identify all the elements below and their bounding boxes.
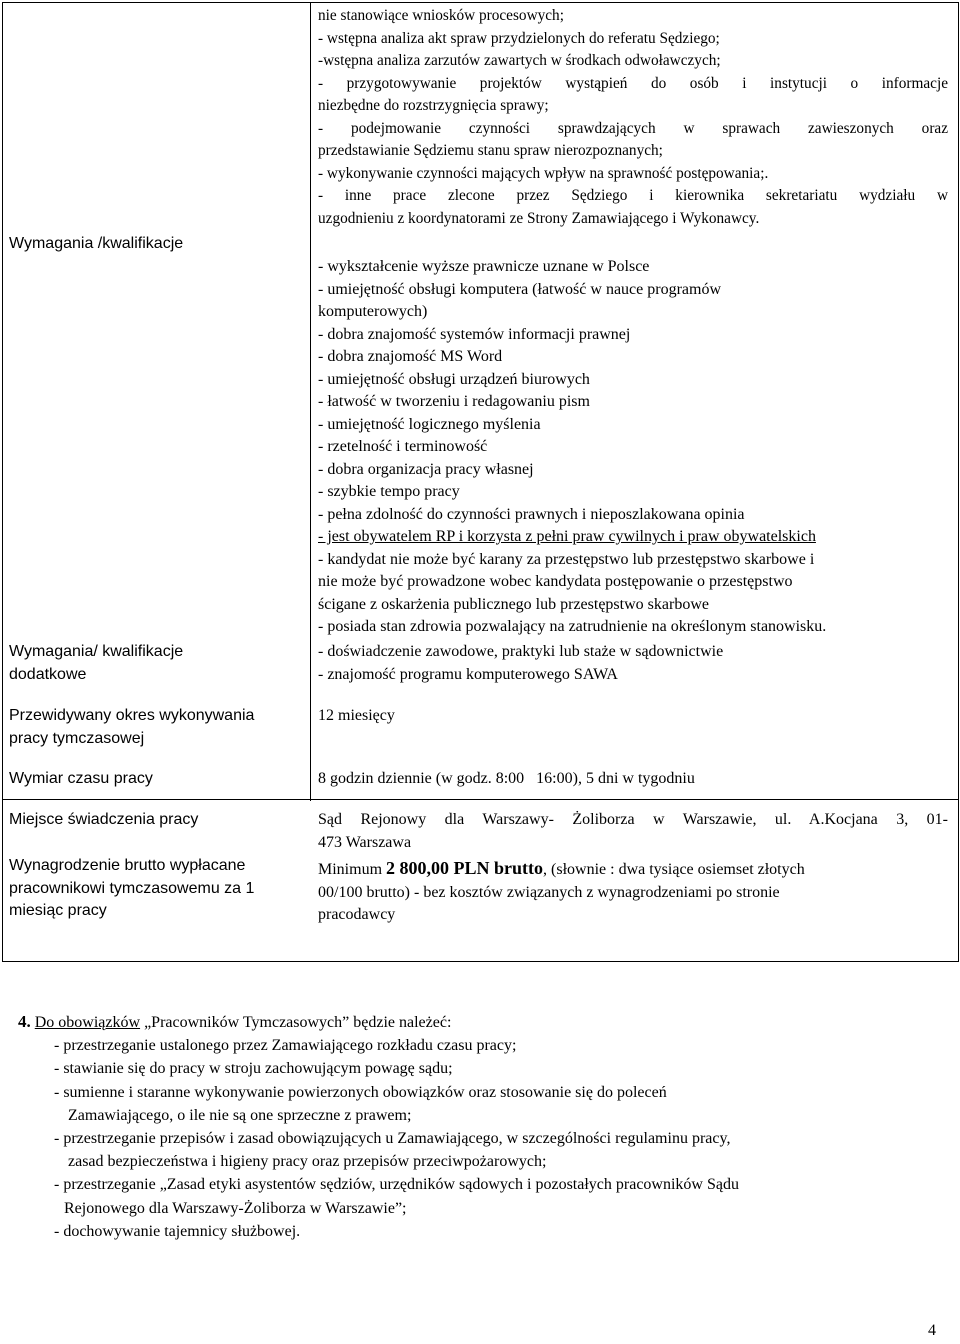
requirement-item: nie może być prowadzone wobec kandydata postępowanie o przestępstwo bbox=[318, 573, 793, 590]
place-value: Sąd Rejonowy dla Warszawy- Żoliborza w Warszawie, ul. A.Kocjana 3, 01- 473 Warszawa bbox=[318, 811, 948, 851]
section-number: 4. bbox=[18, 1012, 31, 1031]
salary-amount: 2 800,00 PLN brutto bbox=[386, 858, 544, 878]
requirement-item: komputerowych) bbox=[318, 303, 428, 320]
duty-line: -wstępna analiza zarzutów zawartych w środkach odwoławczych; bbox=[318, 52, 721, 69]
obligation-item: - przestrzeganie przepisów i zasad obowiązujących u Zamawiającego, w szczególności regulaminu pracy, bbox=[54, 1130, 731, 1148]
section-4 bbox=[18, 1010, 938, 1243]
requirement-item: - umiejętność obsługi komputera (łatwość w nauce programów bbox=[318, 280, 721, 298]
requirement-item: - rzetelność i terminowość bbox=[318, 438, 488, 455]
requirements-label: Wymagania /kwalifikacje bbox=[9, 235, 184, 252]
additional-requirements-list bbox=[318, 641, 948, 686]
requirement-item: - jest obywatelem RP i korzysta z pełni praw cywilnych i praw obywatelskich bbox=[318, 528, 816, 545]
obligation-item: - stawianie się do pracy w stroju zachowującym powagę sądu; bbox=[54, 1060, 453, 1078]
hours-value: 8 godzin dziennie (w godz. 8:00 16:00), 5 dni w tygodniu bbox=[318, 770, 695, 787]
duty-line: - inne prace zlecone przez Sędziego i kierownika sekretariatu wydziału w bbox=[318, 187, 948, 204]
duty-line: niezbędne do rozstrzygnięcia sprawy; bbox=[318, 97, 549, 114]
duty-line: uzgodnieniu z koordynatorami ze Strony Zamawiającego i Wykonawcy. bbox=[318, 209, 760, 227]
requirement-item: - umiejętność obsługi urządzeń biurowych bbox=[318, 370, 590, 388]
duties-continuation bbox=[318, 5, 948, 230]
section-4-heading: 4. Do obowiązków „Pracowników Tymczasowych” będzie należeć: bbox=[18, 1012, 452, 1031]
place-label: Miejsce świadczenia pracy bbox=[9, 811, 199, 828]
requirement-item: - posiada stan zdrowia pozwalający na zatrudnienie na określonym stanowisku. bbox=[318, 618, 827, 635]
requirement-item: - dobra znajomość MS Word bbox=[318, 348, 503, 365]
period-label: Przewidywany okres wykonywania pracy tymczasowej bbox=[9, 707, 255, 747]
additional-requirements-label: Wymagania/ kwalifikacje dodatkowe bbox=[9, 643, 184, 683]
column-divider bbox=[310, 3, 311, 801]
page-number: 4 bbox=[928, 1322, 936, 1339]
duty-line: - podejmowanie czynności sprawdzających w sprawach zawieszonych oraz bbox=[318, 119, 948, 137]
requirement-item: - dobra organizacja pracy własnej bbox=[318, 460, 534, 478]
obligation-continuation: Rejonowego dla Warszawy-Żoliborza w Warszawie”; bbox=[64, 1199, 407, 1217]
requirements-list bbox=[318, 256, 948, 639]
requirement-item: - kandydat nie może być karany za przestępstwo lub przestępstwo skarbowe i bbox=[318, 550, 815, 568]
obligation-continuation: Zamawiającego, o ile nie są one sprzeczne z prawem; bbox=[68, 1106, 412, 1124]
requirement-item: - umiejętność logicznego myślenia bbox=[318, 415, 541, 433]
duty-line: nie stanowiące wniosków procesowych; bbox=[318, 7, 564, 24]
duty-line: - wykonywanie czynności mających wpływ na sprawność postępowania;. bbox=[318, 164, 769, 182]
requirement-item: - pełna zdolność do czynności prawnych i nieposzlakowana opinia bbox=[318, 505, 745, 523]
period-value: 12 miesięcy bbox=[318, 707, 395, 724]
requirement-item: ścigane z oskarżenia publicznego lub przestępstwo skarbowe bbox=[318, 595, 709, 613]
requirement-item: - wykształcenie wyższe prawnicze uznane w Polsce bbox=[318, 258, 650, 275]
obligation-continuation: zasad bezpieczeństwa i higieny pracy oraz przepisów przeciwpożarowych; bbox=[68, 1153, 547, 1171]
requirement-item: - dobra znajomość systemów informacji prawnej bbox=[318, 325, 631, 343]
obligation-item: - sumienne i staranne wykonywanie powierzonych obowiązków oraz stosowanie się do poleceń bbox=[54, 1083, 667, 1101]
additional-item: - znajomość programu komputerowego SAWA bbox=[318, 665, 618, 683]
obligation-item: - dochowywanie tajemnicy służbowej. bbox=[54, 1222, 301, 1240]
requirement-item: - szybkie tempo pracy bbox=[318, 483, 460, 500]
additional-item: - doświadczenie zawodowe, praktyki lub staże w sądownictwie bbox=[318, 643, 724, 660]
duty-line: przedstawianie Sędziemu stanu spraw nierozpoznanych; bbox=[318, 142, 663, 159]
duty-line: - wstępna analiza akt spraw przydzielonych do referatu Sędziego; bbox=[318, 29, 720, 47]
salary-label: Wynagrodzenie brutto wypłacane pracownikowi tymczasowemu za 1 miesiąc pracy bbox=[9, 857, 255, 919]
salary-value: Minimum 2 800,00 PLN brutto, (słownie : dwa tysiące osiemset złotych 00/100 brutto) - bez kosztów związanych z wynagrodzeniami po stronie pracodawcy bbox=[318, 858, 805, 923]
obligation-item: - przestrzeganie „Zasad etyki asystentów sędziów, urzędników sądowych i pozostałych pracowników Sądu bbox=[54, 1176, 739, 1194]
duty-line: - przygotowywanie projektów wystąpień do osób i instytucji o informacje bbox=[318, 74, 948, 92]
row-divider-place bbox=[3, 799, 958, 800]
obligation-item: - przestrzeganie ustalonego przez Zamawiającego rozkładu czasu pracy; bbox=[54, 1037, 517, 1055]
requirement-item: - łatwość w tworzeniu i redagowaniu pism bbox=[318, 393, 590, 410]
hours-label: Wymiar czasu pracy bbox=[9, 770, 153, 787]
